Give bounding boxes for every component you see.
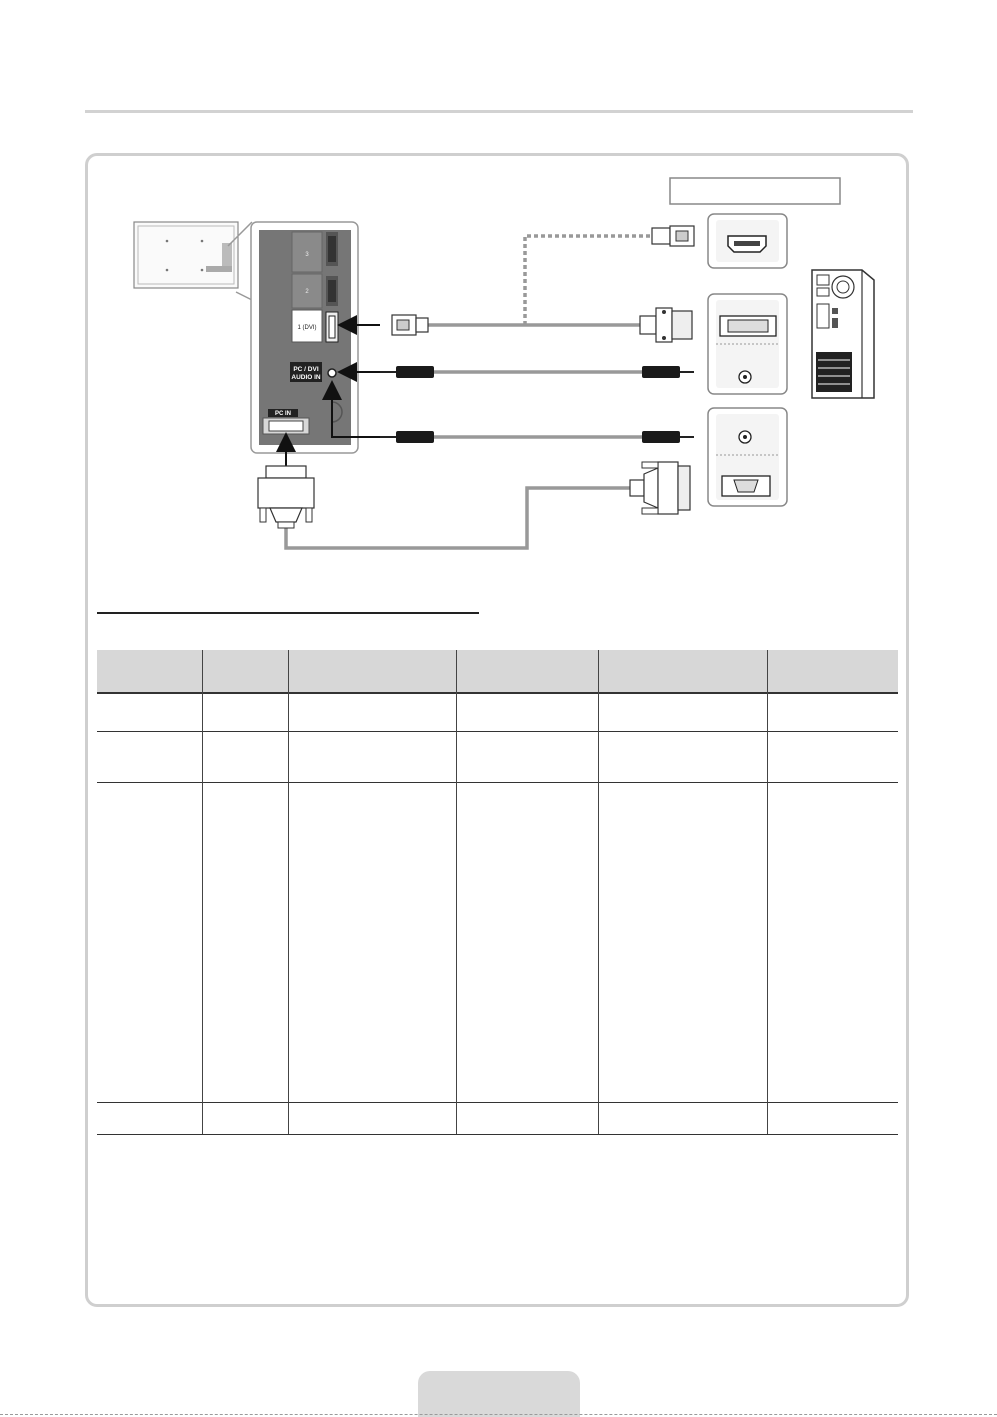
table-col-divider <box>456 650 457 1134</box>
hdmi-plug-tv-end <box>392 315 428 335</box>
table-row-divider <box>97 731 898 732</box>
audio-plug-2-right <box>642 431 694 443</box>
table-col-divider <box>202 650 203 1134</box>
hdmi-port-1-label: 1 (DVI) <box>297 325 317 331</box>
device-hdmi-port-box <box>708 214 787 268</box>
hdmi-port-3-label: 3 <box>305 252 309 258</box>
device-dvi-audio-port-box <box>708 294 787 394</box>
page-trim-line <box>0 1414 997 1416</box>
table-col-divider <box>598 650 599 1134</box>
hdmi-cable-dashed <box>525 236 652 325</box>
pc-tower-icon <box>812 270 874 398</box>
table-header-row <box>97 650 898 692</box>
hdmi-plug <box>652 226 694 246</box>
audio-plug-2-left <box>380 431 434 443</box>
tv-port-panel <box>251 222 358 453</box>
pc-dvi-audio-label-2: AUDIO IN <box>291 374 321 381</box>
device-audio-vga-port-box <box>708 408 787 506</box>
table-row-divider <box>97 782 898 783</box>
audio-plug-1-left <box>380 366 434 378</box>
table-row-divider <box>97 1102 898 1103</box>
dvi-plug <box>640 308 692 342</box>
pc-in-label: PC IN <box>274 411 292 417</box>
hdmi-port-2-label: 2 <box>305 289 309 295</box>
device-label-box <box>670 178 840 204</box>
pc-dvi-audio-label-1: PC / DVI <box>293 366 319 373</box>
dsub-cable <box>286 488 640 548</box>
dsub-plug-tv-end <box>258 466 314 528</box>
section-underline <box>97 612 479 614</box>
table-col-divider <box>288 650 289 1134</box>
table-row-divider <box>97 692 898 694</box>
page-number-tab <box>418 1371 580 1417</box>
audio-plug-1-right <box>642 366 694 378</box>
table-col-divider <box>767 650 768 1134</box>
table-row-divider <box>97 1134 898 1135</box>
tv-rear-thumbnail <box>134 222 238 288</box>
dsub-plug-pc-end <box>630 462 690 514</box>
connection-diagram <box>0 0 997 600</box>
